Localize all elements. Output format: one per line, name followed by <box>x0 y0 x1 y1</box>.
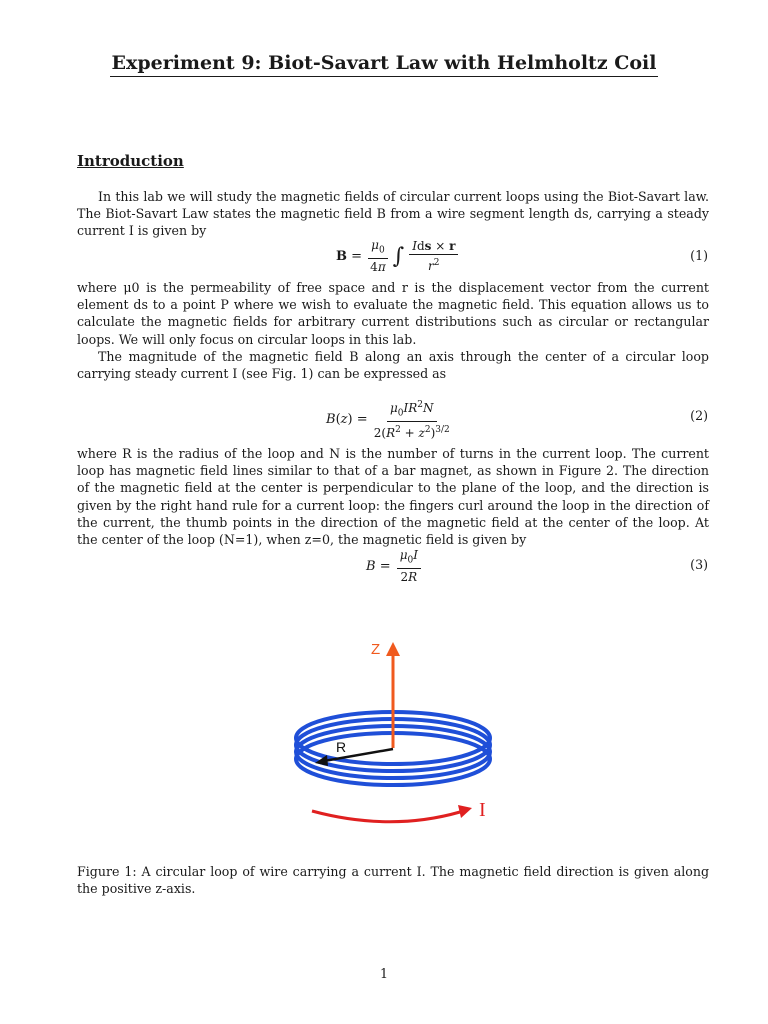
equation-2-number: (2) <box>690 408 708 423</box>
current-label: I <box>479 799 486 821</box>
paragraph-3: The magnitude of the magnetic field B along an axis through the center of a circular loop carrying steady current I (see Fig. 1) can be expressed as <box>77 349 709 382</box>
paragraph-2: where μ0 is the permeability of free space and r is the displacement vector from the current element ds to a point P where we wish to evaluate the magnetic field. This equation allows us to calculate the magnetic fields for arbitrary current distributions such as circular or rectangular loops. We will only focus on circular loops in this lab. <box>77 280 709 347</box>
coil-figure <box>280 636 510 836</box>
radius-label: R <box>336 739 347 755</box>
equation-3-number: (3) <box>690 557 708 572</box>
z-axis-label: Z <box>371 641 381 658</box>
equation-2: B ( z ) = $\frac{\mu_0IR^2N}{2(R^2 + z^2)^{3/2}}$ (2) <box>326 400 708 441</box>
paragraph-4: where R is the radius of the loop and N is the number of turns in the current loop. The current loop has magnetic field lines similar to that of a bar magnet, as shown in Figure 2. The direction of the magnetic field at the center is perpendicular to the plane of the loop, and the direction is given by the right hand rule for a current loop: the fingers curl around the loop in the direction of the current, the thumb points in the direction of the magnetic field at the center of the loop. At the center of the loop (N=1), when z=0, the magnetic field is given by <box>77 446 709 548</box>
document-title: Experiment 9: Biot-Savart Law with Helmholtz Coil <box>0 52 768 74</box>
figure-caption: Figure 1: A circular loop of wire carrying a current I. The magnetic field direction is given along the positive z-axis. <box>77 864 709 897</box>
current-arrow <box>312 805 472 822</box>
equation-1: B = $\frac{\mu_0}{4\pi}$ ∫ $\frac{\text{Ids × r}}{r^2}$ (1) <box>336 238 708 275</box>
equation-3: B = $\frac{\mu_0I}{2R}$ (3) <box>366 548 708 585</box>
equation-1-number: (1) <box>690 248 708 263</box>
page-number: 1 <box>379 966 388 981</box>
section-heading: Introduction <box>77 152 184 170</box>
paragraph-1: In this lab we will study the magnetic fields of circular current loops using the Biot-Savart law. The Biot-Savart Law states the magnetic field B from a wire segment length ds, carrying a steady current I is given by <box>77 189 709 239</box>
